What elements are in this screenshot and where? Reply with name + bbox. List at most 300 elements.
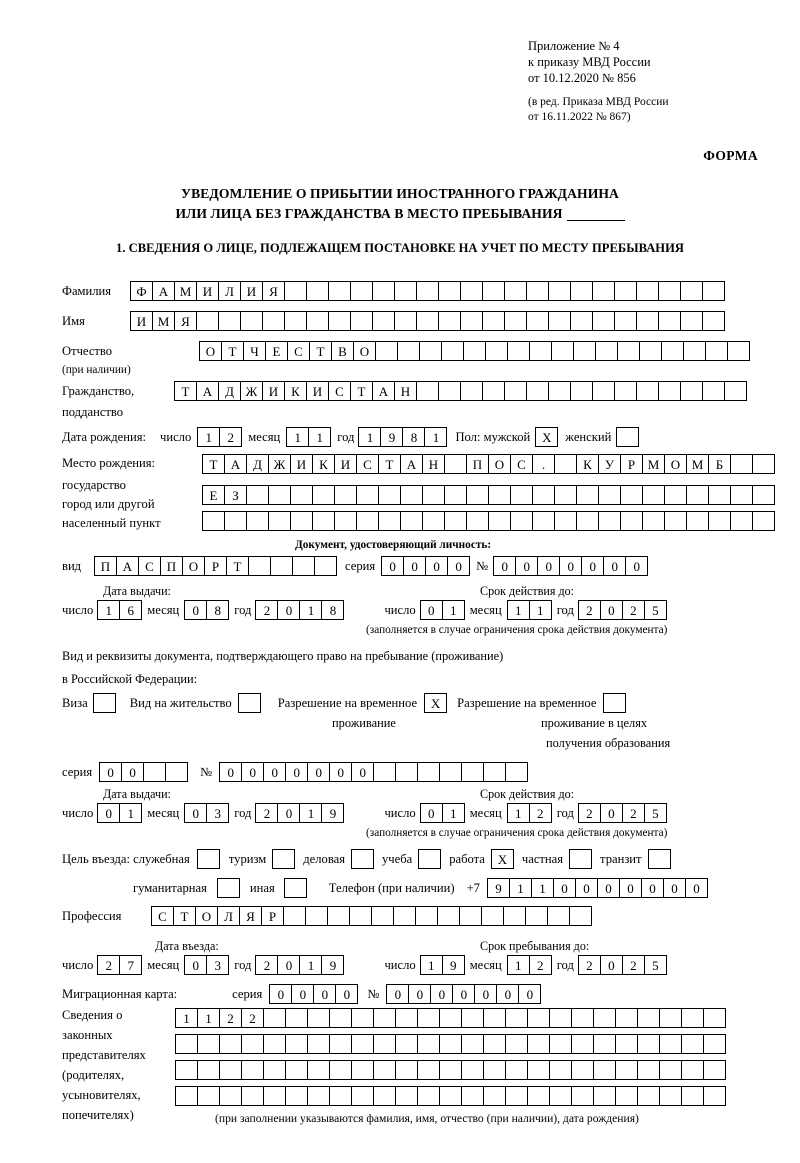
form-cell[interactable]: 1 (507, 600, 530, 620)
form-cell[interactable] (724, 381, 747, 401)
form-cell[interactable]: 2 (241, 1008, 264, 1028)
form-cell[interactable]: 0 (97, 803, 120, 823)
form-cell[interactable]: С (356, 454, 379, 474)
form-cell[interactable] (400, 485, 423, 505)
form-cell[interactable] (224, 511, 247, 531)
form-cell[interactable] (307, 1008, 330, 1028)
form-cell[interactable]: 2 (255, 955, 278, 975)
form-cell[interactable] (592, 281, 615, 301)
form-cell[interactable]: 0 (559, 556, 582, 576)
form-cell[interactable]: 5 (644, 803, 667, 823)
form-cell[interactable] (306, 311, 329, 331)
form-cell[interactable] (529, 341, 552, 361)
form-cell[interactable]: О (353, 341, 376, 361)
form-cell[interactable]: Р (261, 906, 284, 926)
sex-male-checkbox[interactable] (535, 427, 558, 447)
form-cell[interactable] (614, 381, 637, 401)
form-cell[interactable]: Ф (130, 281, 153, 301)
form-cell[interactable]: И (130, 311, 153, 331)
form-cell[interactable] (681, 1060, 704, 1080)
purpose-work-checkbox[interactable] (491, 849, 514, 869)
form-cell[interactable] (615, 1034, 638, 1054)
form-cell[interactable] (393, 906, 416, 926)
form-cell[interactable] (329, 1008, 352, 1028)
visa-checkbox[interactable] (93, 693, 116, 713)
form-cell[interactable]: 2 (578, 600, 601, 620)
form-cell[interactable]: 0 (420, 600, 443, 620)
form-cell[interactable] (284, 311, 307, 331)
form-cell[interactable] (461, 762, 484, 782)
form-cell[interactable] (664, 485, 687, 505)
form-cell[interactable]: 2 (622, 803, 645, 823)
form-cell[interactable] (202, 511, 225, 531)
form-cell[interactable] (395, 1008, 418, 1028)
form-cell[interactable]: 0 (493, 556, 516, 576)
form-cell[interactable]: 1 (286, 427, 309, 447)
form-cell[interactable]: П (466, 454, 489, 474)
form-cell[interactable]: 1 (299, 600, 322, 620)
form-cell[interactable]: 0 (263, 762, 286, 782)
form-cell[interactable] (636, 381, 659, 401)
form-cell[interactable] (505, 1086, 528, 1106)
form-cell[interactable] (417, 1060, 440, 1080)
form-cell[interactable] (395, 1086, 418, 1106)
form-cell[interactable]: 0 (553, 878, 576, 898)
form-cell[interactable]: 0 (408, 984, 431, 1004)
form-cell[interactable]: И (334, 454, 357, 474)
form-cell[interactable] (637, 1008, 660, 1028)
form-cell[interactable]: 0 (291, 984, 314, 1004)
entry-year-input[interactable] (255, 955, 344, 975)
form-cell[interactable] (571, 1060, 594, 1080)
form-cell[interactable] (284, 878, 307, 898)
form-cell[interactable] (439, 1034, 462, 1054)
form-cell[interactable] (730, 485, 753, 505)
form-cell[interactable] (329, 1034, 352, 1054)
form-cell[interactable] (238, 693, 261, 713)
birth-year-input[interactable] (358, 427, 447, 447)
form-cell[interactable]: 0 (184, 803, 207, 823)
legal-reps-input-row3[interactable] (175, 1060, 726, 1080)
form-cell[interactable] (372, 281, 395, 301)
form-cell[interactable]: С (328, 381, 351, 401)
form-cell[interactable]: 0 (425, 556, 448, 576)
form-cell[interactable] (371, 906, 394, 926)
form-cell[interactable] (461, 1008, 484, 1028)
legal-reps-input-row4[interactable] (175, 1086, 726, 1106)
form-cell[interactable] (504, 281, 527, 301)
legal-reps-input-row2[interactable] (175, 1034, 726, 1054)
form-cell[interactable] (460, 381, 483, 401)
form-cell[interactable] (416, 381, 439, 401)
form-cell[interactable]: А (400, 454, 423, 474)
stay-doc-valid-month-input[interactable] (507, 803, 552, 823)
form-cell[interactable] (438, 281, 461, 301)
form-cell[interactable] (503, 906, 526, 926)
form-cell[interactable]: И (240, 281, 263, 301)
form-cell[interactable] (658, 281, 681, 301)
form-cell[interactable] (217, 878, 240, 898)
form-cell[interactable]: Ж (268, 454, 291, 474)
form-cell[interactable]: К (312, 454, 335, 474)
purpose-study-checkbox[interactable] (418, 849, 441, 869)
form-cell[interactable]: А (196, 381, 219, 401)
form-cell[interactable] (197, 1060, 220, 1080)
form-cell[interactable]: И (262, 381, 285, 401)
purpose-transit-checkbox[interactable] (648, 849, 671, 869)
form-cell[interactable]: М (642, 454, 665, 474)
form-cell[interactable] (505, 1034, 528, 1054)
form-cell[interactable] (483, 762, 506, 782)
form-cell[interactable]: X (535, 427, 558, 447)
form-cell[interactable]: О (199, 341, 222, 361)
form-cell[interactable]: 9 (321, 955, 344, 975)
form-cell[interactable] (290, 485, 313, 505)
form-cell[interactable] (483, 1034, 506, 1054)
form-cell[interactable]: 1 (442, 600, 465, 620)
form-cell[interactable]: Ж (240, 381, 263, 401)
form-cell[interactable]: 2 (622, 955, 645, 975)
form-cell[interactable] (218, 311, 241, 331)
form-cell[interactable] (268, 511, 291, 531)
form-cell[interactable] (262, 311, 285, 331)
form-cell[interactable]: 2 (529, 955, 552, 975)
form-cell[interactable]: 9 (442, 955, 465, 975)
form-cell[interactable]: 0 (603, 556, 626, 576)
form-cell[interactable] (549, 1060, 572, 1080)
form-cell[interactable] (659, 1008, 682, 1028)
form-cell[interactable] (664, 511, 687, 531)
form-cell[interactable]: А (152, 281, 175, 301)
form-cell[interactable]: П (94, 556, 117, 576)
form-cell[interactable]: 0 (381, 556, 404, 576)
form-cell[interactable]: 0 (600, 955, 623, 975)
form-cell[interactable]: X (424, 693, 447, 713)
form-cell[interactable] (507, 341, 530, 361)
birth-place-input-row2[interactable] (202, 485, 775, 505)
form-cell[interactable] (351, 1008, 374, 1028)
form-cell[interactable]: 0 (600, 803, 623, 823)
form-cell[interactable] (263, 1060, 286, 1080)
form-cell[interactable] (378, 511, 401, 531)
form-cell[interactable] (571, 1008, 594, 1028)
form-cell[interactable] (483, 1060, 506, 1080)
form-cell[interactable] (730, 511, 753, 531)
form-cell[interactable] (165, 762, 188, 782)
form-cell[interactable] (439, 1060, 462, 1080)
form-cell[interactable] (459, 906, 482, 926)
form-cell[interactable] (527, 1060, 550, 1080)
form-cell[interactable] (444, 511, 467, 531)
form-cell[interactable] (400, 511, 423, 531)
form-cell[interactable] (175, 1060, 198, 1080)
form-cell[interactable] (526, 311, 549, 331)
form-cell[interactable] (334, 511, 357, 531)
id-doc-day-input[interactable] (97, 600, 142, 620)
form-cell[interactable] (525, 906, 548, 926)
form-cell[interactable] (483, 1008, 506, 1028)
phone-input[interactable] (487, 878, 708, 898)
form-cell[interactable] (219, 1060, 242, 1080)
form-cell[interactable]: 6 (119, 600, 142, 620)
form-cell[interactable]: Я (262, 281, 285, 301)
form-cell[interactable] (394, 311, 417, 331)
form-cell[interactable] (314, 556, 337, 576)
form-cell[interactable] (620, 485, 643, 505)
form-cell[interactable]: 0 (581, 556, 604, 576)
form-cell[interactable]: М (152, 311, 175, 331)
form-cell[interactable] (350, 281, 373, 301)
form-cell[interactable] (708, 511, 731, 531)
form-cell[interactable] (569, 906, 592, 926)
form-cell[interactable]: 0 (219, 762, 242, 782)
form-cell[interactable] (505, 1008, 528, 1028)
form-cell[interactable]: 0 (335, 984, 358, 1004)
form-cell[interactable] (378, 485, 401, 505)
form-cell[interactable] (548, 381, 571, 401)
form-cell[interactable] (334, 485, 357, 505)
form-cell[interactable] (659, 1060, 682, 1080)
form-cell[interactable] (312, 485, 335, 505)
form-cell[interactable] (394, 281, 417, 301)
form-cell[interactable] (615, 1060, 638, 1080)
form-cell[interactable]: О (488, 454, 511, 474)
sex-female-checkbox[interactable] (616, 427, 639, 447)
form-cell[interactable] (285, 1060, 308, 1080)
form-cell[interactable] (439, 762, 462, 782)
form-cell[interactable] (292, 556, 315, 576)
form-cell[interactable] (306, 281, 329, 301)
form-cell[interactable] (527, 1086, 550, 1106)
form-cell[interactable] (328, 311, 351, 331)
form-cell[interactable]: В (331, 341, 354, 361)
form-cell[interactable]: 1 (175, 1008, 198, 1028)
form-cell[interactable] (570, 381, 593, 401)
form-cell[interactable] (702, 381, 725, 401)
form-cell[interactable] (547, 906, 570, 926)
form-cell[interactable] (444, 454, 467, 474)
form-cell[interactable] (686, 511, 709, 531)
form-cell[interactable] (246, 511, 269, 531)
form-cell[interactable] (488, 485, 511, 505)
form-cell[interactable] (417, 1086, 440, 1106)
purpose-private-checkbox[interactable] (569, 849, 592, 869)
form-cell[interactable]: 0 (663, 878, 686, 898)
form-cell[interactable] (240, 311, 263, 331)
form-cell[interactable] (703, 1086, 726, 1106)
form-cell[interactable]: С (510, 454, 533, 474)
form-cell[interactable] (570, 281, 593, 301)
form-cell[interactable] (422, 511, 445, 531)
form-cell[interactable]: 0 (241, 762, 264, 782)
form-cell[interactable] (328, 281, 351, 301)
purpose-other-checkbox[interactable] (284, 878, 307, 898)
form-cell[interactable]: Ч (243, 341, 266, 361)
form-cell[interactable] (598, 485, 621, 505)
form-cell[interactable] (329, 1060, 352, 1080)
form-cell[interactable]: 0 (518, 984, 541, 1004)
form-cell[interactable] (437, 906, 460, 926)
form-cell[interactable] (356, 485, 379, 505)
form-cell[interactable]: 0 (313, 984, 336, 1004)
form-cell[interactable] (444, 485, 467, 505)
form-cell[interactable]: 2 (529, 803, 552, 823)
form-cell[interactable] (554, 454, 577, 474)
form-cell[interactable] (614, 311, 637, 331)
form-cell[interactable]: 1 (507, 955, 530, 975)
form-cell[interactable] (703, 1034, 726, 1054)
form-cell[interactable] (439, 1086, 462, 1106)
form-cell[interactable] (505, 762, 528, 782)
form-cell[interactable] (241, 1086, 264, 1106)
surname-input[interactable] (130, 281, 725, 301)
form-cell[interactable] (571, 1086, 594, 1106)
form-cell[interactable]: 0 (496, 984, 519, 1004)
form-cell[interactable]: Т (350, 381, 373, 401)
form-cell[interactable] (573, 341, 596, 361)
purpose-business-checkbox[interactable] (351, 849, 374, 869)
form-cell[interactable] (327, 906, 350, 926)
form-cell[interactable] (598, 511, 621, 531)
form-cell[interactable] (312, 511, 335, 531)
form-cell[interactable]: 1 (299, 803, 322, 823)
form-cell[interactable] (351, 1034, 374, 1054)
form-cell[interactable]: X (491, 849, 514, 869)
form-cell[interactable]: 1 (424, 427, 447, 447)
form-cell[interactable]: 8 (321, 600, 344, 620)
form-cell[interactable] (307, 1034, 330, 1054)
citizenship-input[interactable] (174, 381, 747, 401)
birth-place-input-row3[interactable] (202, 511, 775, 531)
form-cell[interactable] (197, 1086, 220, 1106)
form-cell[interactable] (272, 849, 295, 869)
form-cell[interactable]: С (287, 341, 310, 361)
form-cell[interactable]: 0 (515, 556, 538, 576)
form-cell[interactable] (636, 281, 659, 301)
stay-doc-year-input[interactable] (255, 803, 344, 823)
birth-place-input-row1[interactable] (202, 454, 775, 474)
form-cell[interactable] (702, 281, 725, 301)
name-input[interactable] (130, 311, 725, 331)
form-cell[interactable]: Н (422, 454, 445, 474)
form-cell[interactable] (373, 1086, 396, 1106)
form-cell[interactable] (576, 485, 599, 505)
purpose-service-checkbox[interactable] (197, 849, 220, 869)
form-cell[interactable] (488, 511, 511, 531)
form-cell[interactable] (705, 341, 728, 361)
form-cell[interactable]: Р (204, 556, 227, 576)
form-cell[interactable]: П (160, 556, 183, 576)
form-cell[interactable]: . (532, 454, 555, 474)
form-cell[interactable] (263, 1034, 286, 1054)
form-cell[interactable] (637, 1060, 660, 1080)
form-cell[interactable] (482, 281, 505, 301)
form-cell[interactable]: Я (174, 311, 197, 331)
form-cell[interactable] (263, 1008, 286, 1028)
form-cell[interactable] (241, 1034, 264, 1054)
form-cell[interactable] (415, 906, 438, 926)
form-cell[interactable] (570, 311, 593, 331)
form-cell[interactable]: А (372, 381, 395, 401)
form-cell[interactable]: 2 (622, 600, 645, 620)
form-cell[interactable] (593, 1086, 616, 1106)
form-cell[interactable] (350, 311, 373, 331)
form-cell[interactable]: 0 (269, 984, 292, 1004)
form-cell[interactable]: Я (239, 906, 262, 926)
form-cell[interactable]: У (598, 454, 621, 474)
form-cell[interactable]: 1 (531, 878, 554, 898)
id-doc-valid-month-input[interactable] (507, 600, 552, 620)
form-cell[interactable]: Т (226, 556, 249, 576)
form-cell[interactable]: 0 (386, 984, 409, 1004)
form-cell[interactable]: 0 (600, 600, 623, 620)
form-cell[interactable]: 9 (321, 803, 344, 823)
form-cell[interactable] (438, 381, 461, 401)
form-cell[interactable]: 3 (206, 955, 229, 975)
form-cell[interactable] (616, 427, 639, 447)
form-cell[interactable] (659, 1034, 682, 1054)
form-cell[interactable] (593, 1008, 616, 1028)
form-cell[interactable] (551, 341, 574, 361)
form-cell[interactable] (680, 381, 703, 401)
form-cell[interactable] (417, 762, 440, 782)
id-doc-number-input[interactable] (493, 556, 648, 576)
form-cell[interactable] (481, 906, 504, 926)
form-cell[interactable] (703, 1008, 726, 1028)
form-cell[interactable]: О (664, 454, 687, 474)
form-cell[interactable]: 0 (430, 984, 453, 1004)
profession-input[interactable] (151, 906, 592, 926)
form-cell[interactable] (349, 906, 372, 926)
form-cell[interactable] (461, 1086, 484, 1106)
form-cell[interactable] (658, 311, 681, 331)
form-cell[interactable] (681, 1086, 704, 1106)
form-cell[interactable] (438, 311, 461, 331)
form-cell[interactable] (373, 1008, 396, 1028)
form-cell[interactable] (661, 341, 684, 361)
form-cell[interactable]: Т (174, 381, 197, 401)
form-cell[interactable] (285, 1086, 308, 1106)
form-cell[interactable] (532, 485, 555, 505)
form-cell[interactable] (636, 311, 659, 331)
form-cell[interactable] (441, 341, 464, 361)
stay-doc-number-input[interactable] (219, 762, 528, 782)
form-cell[interactable]: 0 (420, 803, 443, 823)
form-cell[interactable] (505, 1060, 528, 1080)
form-cell[interactable] (658, 381, 681, 401)
form-cell[interactable]: С (138, 556, 161, 576)
form-cell[interactable]: И (306, 381, 329, 401)
form-cell[interactable]: И (290, 454, 313, 474)
form-cell[interactable] (439, 1008, 462, 1028)
form-cell[interactable] (283, 906, 306, 926)
stay-day-input[interactable] (420, 955, 465, 975)
form-cell[interactable] (290, 511, 313, 531)
form-cell[interactable]: Р (620, 454, 643, 474)
form-cell[interactable] (422, 485, 445, 505)
form-cell[interactable] (175, 1086, 198, 1106)
form-cell[interactable]: О (195, 906, 218, 926)
form-cell[interactable]: Д (246, 454, 269, 474)
form-cell[interactable]: 0 (277, 955, 300, 975)
form-cell[interactable] (752, 485, 775, 505)
form-cell[interactable]: С (151, 906, 174, 926)
form-cell[interactable]: 0 (452, 984, 475, 1004)
form-cell[interactable] (418, 849, 441, 869)
form-cell[interactable] (680, 311, 703, 331)
form-cell[interactable] (373, 1034, 396, 1054)
form-cell[interactable] (196, 311, 219, 331)
